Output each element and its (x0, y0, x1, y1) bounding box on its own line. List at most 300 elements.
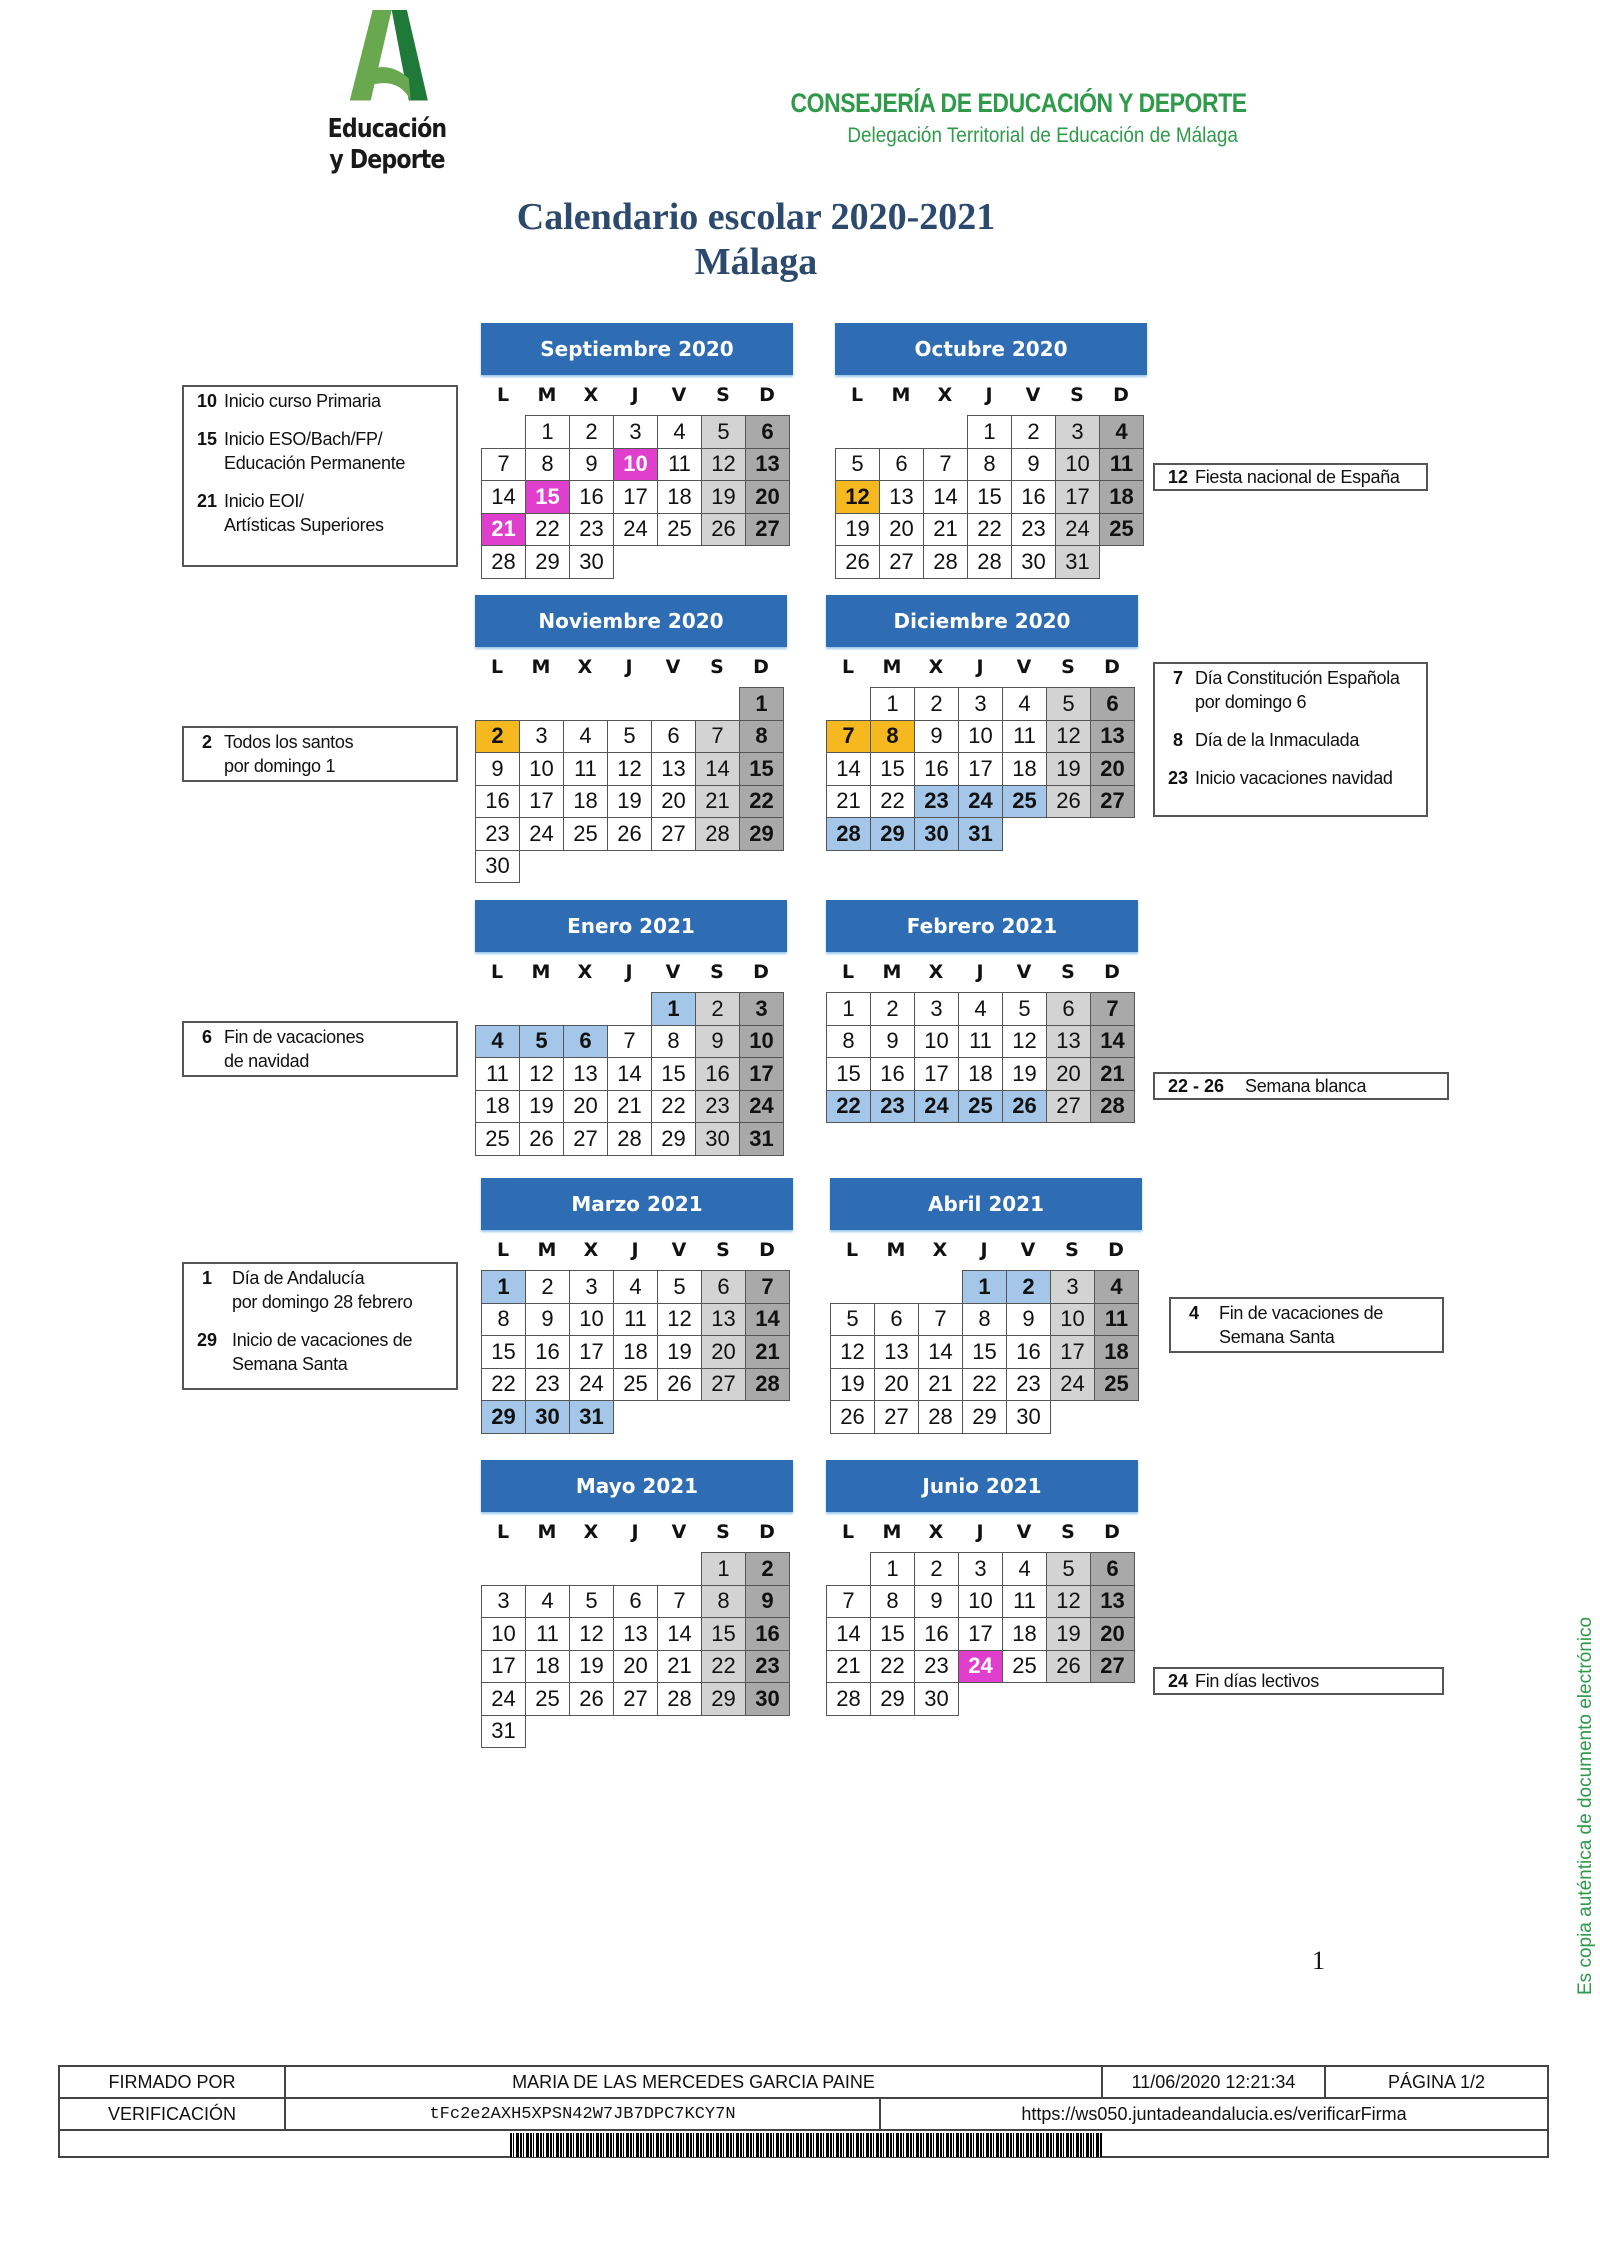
day-cell: 3 (519, 720, 564, 754)
day-cell: 21 (826, 785, 871, 819)
note-entry (1161, 728, 1420, 752)
day-cell: 10 (1055, 448, 1100, 482)
day-cell: 10 (1050, 1303, 1095, 1337)
note-day: 12 (1167, 467, 1189, 487)
day-cell: 20 (613, 1650, 658, 1684)
day-cell: 12 (1046, 720, 1091, 754)
day-cell: 14 (918, 1335, 963, 1369)
day-cell: 17 (958, 1617, 1003, 1651)
day-grid (826, 992, 1138, 1122)
weekday-label: M (531, 656, 551, 678)
day-cell: 17 (739, 1057, 784, 1091)
day-cell: 24 (739, 1090, 784, 1124)
empty-cell (923, 415, 968, 449)
day-cell: 30 (914, 817, 959, 851)
day-cell: 24 (1050, 1368, 1095, 1402)
day-cell: 26 (657, 1368, 702, 1402)
day-cell: 10 (519, 752, 564, 786)
day-cell: 16 (475, 785, 520, 819)
weekday-label: S (1061, 656, 1075, 678)
day-cell: 30 (745, 1682, 790, 1716)
day-cell: 8 (967, 448, 1012, 482)
day-cell: 25 (1099, 513, 1144, 547)
day-cell: 18 (1002, 1617, 1047, 1651)
day-cell: 22 (870, 1650, 915, 1684)
note-text: Todos los santos por domingo 1 (224, 732, 354, 776)
day-cell: 22 (826, 1090, 871, 1124)
day-cell: 27 (563, 1122, 608, 1156)
day-cell: 8 (826, 1025, 871, 1059)
day-cell: 16 (1011, 480, 1056, 514)
day-cell: 16 (745, 1617, 790, 1651)
note-text: Fin días lectivos (1195, 1671, 1319, 1691)
day-cell: 16 (1006, 1335, 1051, 1369)
weekday-label: X (928, 1521, 944, 1543)
day-cell: 20 (874, 1368, 919, 1402)
empty-cell (657, 1552, 702, 1586)
note-day: 23 (1167, 768, 1189, 788)
day-cell: 14 (923, 480, 968, 514)
day-cell: 28 (1090, 1090, 1135, 1124)
weekday-row (481, 1512, 793, 1552)
day-cell: 6 (1090, 687, 1135, 721)
day-cell: 7 (657, 1585, 702, 1619)
weekday-label: L (845, 1239, 859, 1261)
day-cell: 24 (914, 1090, 959, 1124)
day-cell: 31 (958, 817, 1003, 851)
day-cell: 13 (563, 1057, 608, 1091)
note-entry (190, 1025, 450, 1073)
day-grid (481, 1552, 793, 1747)
month-9 (826, 1460, 1138, 1715)
month-6 (481, 1178, 793, 1433)
weekday-label: X (583, 1521, 599, 1543)
empty-cell (481, 1552, 526, 1586)
day-cell: 17 (613, 480, 658, 514)
month-header: Abril 2021 (830, 1178, 1142, 1230)
note-enero (182, 1021, 458, 1077)
day-cell: 27 (701, 1368, 746, 1402)
day-cell: 11 (1099, 448, 1144, 482)
day-cell: 29 (870, 817, 915, 851)
day-cell: 25 (1002, 785, 1047, 819)
day-cell: 2 (569, 415, 614, 449)
note-day: 2 (201, 732, 212, 752)
day-cell: 29 (701, 1682, 746, 1716)
day-cell: 11 (958, 1025, 1003, 1059)
day-cell: 14 (607, 1057, 652, 1091)
day-cell: 8 (739, 720, 784, 754)
day-cell: 15 (481, 1335, 526, 1369)
weekday-label: V (1016, 656, 1032, 678)
day-cell: 26 (835, 545, 880, 579)
day-cell: 7 (481, 448, 526, 482)
month-header: Diciembre 2020 (826, 595, 1138, 647)
day-cell: 2 (914, 1552, 959, 1586)
month-header: Junio 2021 (826, 1460, 1138, 1512)
day-cell: 5 (835, 448, 880, 482)
weekday-label: D (1104, 961, 1120, 983)
day-cell: 9 (914, 1585, 959, 1619)
page-indicator: PÁGINA 1/2 (1387, 2071, 1486, 2092)
empty-cell (607, 992, 652, 1026)
note-text: Fin de vacaciones de navidad (224, 1027, 364, 1071)
day-cell: 24 (481, 1682, 526, 1716)
day-cell: 29 (525, 545, 570, 579)
day-cell: 31 (1055, 545, 1100, 579)
weekday-label: V (671, 1521, 687, 1543)
day-cell: 5 (1002, 992, 1047, 1026)
day-cell: 18 (525, 1650, 570, 1684)
weekday-label: M (531, 961, 551, 983)
day-cell: 4 (958, 992, 1003, 1026)
weekday-row (826, 647, 1138, 687)
verification-label: VERIFICACIÓN (60, 2099, 286, 2129)
weekday-label: X (583, 384, 599, 406)
day-cell: 23 (525, 1368, 570, 1402)
day-cell: 13 (879, 480, 924, 514)
day-cell: 26 (1002, 1090, 1047, 1124)
weekday-label: X (583, 1239, 599, 1261)
day-cell: 25 (563, 817, 608, 851)
day-cell: 23 (695, 1090, 740, 1124)
note-text: Fin de vacaciones de Semana Santa (1219, 1303, 1384, 1347)
signature-datetime: 11/06/2020 12:21:34 (1103, 2067, 1326, 2097)
month-header: Octubre 2020 (835, 323, 1147, 375)
day-cell: 3 (739, 992, 784, 1026)
note-septiembre (182, 385, 458, 567)
signed-by-label: FIRMADO POR (60, 2067, 286, 2097)
day-cell: 1 (701, 1552, 746, 1586)
title-text: Calendario escolar 2020-2021 (516, 196, 996, 238)
weekday-label: J (976, 1521, 984, 1543)
day-cell: 4 (525, 1585, 570, 1619)
day-cell: 14 (826, 1617, 871, 1651)
day-cell: 28 (607, 1122, 652, 1156)
weekday-label: V (671, 384, 687, 406)
day-cell: 9 (475, 752, 520, 786)
day-cell: 20 (701, 1335, 746, 1369)
page-title (436, 195, 1076, 285)
weekday-label: D (753, 656, 769, 678)
day-cell: 3 (914, 992, 959, 1026)
day-cell: 1 (870, 1552, 915, 1586)
day-cell: 15 (651, 1057, 696, 1091)
day-cell: 21 (918, 1368, 963, 1402)
note-entry (1161, 1074, 1441, 1098)
day-cell: 6 (651, 720, 696, 754)
weekday-label: S (716, 1239, 730, 1261)
note-day: 29 (196, 1330, 218, 1350)
day-cell: 6 (1046, 992, 1091, 1026)
weekday-label: L (841, 961, 855, 983)
day-grid (826, 687, 1138, 850)
day-cell: 7 (826, 1585, 871, 1619)
day-cell: 11 (525, 1617, 570, 1651)
note-day: 15 (196, 429, 218, 449)
day-cell: 8 (651, 1025, 696, 1059)
day-cell: 2 (745, 1552, 790, 1586)
junta-andalucia-logo-icon (330, 10, 440, 110)
day-cell: 12 (1002, 1025, 1047, 1059)
empty-cell (874, 1270, 919, 1304)
day-cell: 6 (874, 1303, 919, 1337)
day-cell: 3 (1050, 1270, 1095, 1304)
weekday-label: M (882, 656, 902, 678)
empty-cell (826, 687, 871, 721)
note-entry (1177, 1301, 1436, 1349)
weekday-label: M (537, 1239, 557, 1261)
empty-cell (651, 687, 696, 721)
day-cell: 11 (1002, 720, 1047, 754)
day-cell: 4 (1002, 687, 1047, 721)
note-day: 10 (196, 391, 218, 411)
day-cell: 2 (870, 992, 915, 1026)
day-cell: 10 (569, 1303, 614, 1337)
month-3 (826, 595, 1138, 850)
weekday-label: M (891, 384, 911, 406)
weekday-label: V (1016, 1521, 1032, 1543)
day-cell: 9 (525, 1303, 570, 1337)
day-cell: 1 (967, 415, 1012, 449)
weekday-label: J (631, 384, 639, 406)
empty-cell (879, 415, 924, 449)
weekday-label: J (631, 1521, 639, 1543)
verification-url[interactable]: https://ws050.juntadeandalucia.es/verificarFirma (1021, 2103, 1407, 2124)
month-header: Mayo 2021 (481, 1460, 793, 1512)
day-cell: 20 (745, 480, 790, 514)
weekday-label: L (496, 1239, 510, 1261)
day-cell: 23 (569, 513, 614, 547)
day-cell: 9 (1011, 448, 1056, 482)
weekday-label: L (841, 656, 855, 678)
weekday-label: V (1020, 1239, 1036, 1261)
day-cell: 13 (745, 448, 790, 482)
day-cell: 26 (1046, 785, 1091, 819)
day-cell: 4 (1099, 415, 1144, 449)
day-cell: 13 (701, 1303, 746, 1337)
day-cell: 8 (870, 1585, 915, 1619)
day-cell: 16 (914, 1617, 959, 1651)
weekday-label: M (882, 961, 902, 983)
weekday-label: X (577, 961, 593, 983)
day-cell: 10 (481, 1617, 526, 1651)
weekday-label: X (937, 384, 953, 406)
weekday-label: L (490, 656, 504, 678)
weekday-label: X (932, 1239, 948, 1261)
empty-cell (695, 687, 740, 721)
day-cell: 27 (651, 817, 696, 851)
weekday-label: V (665, 961, 681, 983)
day-cell: 25 (1094, 1368, 1139, 1402)
day-cell: 27 (745, 513, 790, 547)
note-entry (1161, 666, 1420, 714)
day-cell: 27 (613, 1682, 658, 1716)
day-cell: 14 (481, 480, 526, 514)
day-cell: 16 (569, 480, 614, 514)
day-cell: 7 (745, 1270, 790, 1304)
day-cell: 15 (967, 480, 1012, 514)
day-cell: 19 (569, 1650, 614, 1684)
day-cell: 27 (1090, 1650, 1135, 1684)
weekday-row (835, 375, 1147, 415)
month-2 (475, 595, 787, 882)
empty-cell (519, 687, 564, 721)
day-cell: 10 (613, 448, 658, 482)
note-noviembre (182, 726, 458, 782)
day-cell: 24 (1055, 513, 1100, 547)
empty-cell (519, 992, 564, 1026)
day-cell: 28 (826, 1682, 871, 1716)
day-cell: 27 (1046, 1090, 1091, 1124)
month-header: Enero 2021 (475, 900, 787, 952)
day-cell: 26 (830, 1400, 875, 1434)
day-cell: 9 (870, 1025, 915, 1059)
barcode (510, 2133, 1102, 2157)
empty-cell (525, 1552, 570, 1586)
day-cell: 5 (1046, 687, 1091, 721)
day-cell: 19 (607, 785, 652, 819)
month-5 (826, 900, 1138, 1122)
note-entry (1161, 1669, 1436, 1693)
day-cell: 18 (657, 480, 702, 514)
day-cell: 22 (481, 1368, 526, 1402)
note-day: 21 (196, 491, 218, 511)
day-cell: 30 (569, 545, 614, 579)
note-day: 22 - 26 (1167, 1076, 1225, 1096)
day-cell: 25 (958, 1090, 1003, 1124)
day-cell: 6 (613, 1585, 658, 1619)
month-header: Febrero 2021 (826, 900, 1138, 952)
note-entry (190, 489, 450, 537)
day-cell: 1 (739, 687, 784, 721)
day-cell: 6 (701, 1270, 746, 1304)
day-cell: 7 (695, 720, 740, 754)
day-cell: 14 (826, 752, 871, 786)
note-diciembre (1153, 662, 1428, 817)
note-text: Inicio EOI/ Artísticas Superiores (224, 491, 384, 535)
day-cell: 18 (1002, 752, 1047, 786)
weekday-label: V (665, 656, 681, 678)
day-cell: 18 (1094, 1335, 1139, 1369)
note-text: Inicio de vacaciones de Semana Santa (232, 1330, 413, 1374)
day-cell: 14 (695, 752, 740, 786)
note-junio (1153, 1667, 1444, 1695)
day-cell: 22 (651, 1090, 696, 1124)
day-cell: 20 (1090, 1617, 1135, 1651)
day-cell: 30 (1011, 545, 1056, 579)
day-cell: 27 (874, 1400, 919, 1434)
day-cell: 5 (830, 1303, 875, 1337)
day-cell: 11 (657, 448, 702, 482)
day-grid (481, 1270, 793, 1433)
day-cell: 10 (914, 1025, 959, 1059)
day-cell: 31 (569, 1400, 614, 1434)
day-cell: 21 (695, 785, 740, 819)
day-cell: 23 (745, 1650, 790, 1684)
empty-cell (826, 1552, 871, 1586)
day-cell: 14 (657, 1617, 702, 1651)
month-7 (830, 1178, 1142, 1433)
weekday-row (475, 647, 787, 687)
day-cell: 23 (475, 817, 520, 851)
note-text: Inicio vacaciones navidad (1195, 768, 1393, 788)
day-cell: 11 (1094, 1303, 1139, 1337)
month-1 (835, 323, 1147, 578)
day-cell: 26 (701, 513, 746, 547)
day-cell: 30 (914, 1682, 959, 1716)
day-cell: 29 (739, 817, 784, 851)
day-cell: 24 (958, 785, 1003, 819)
day-cell: 22 (962, 1368, 1007, 1402)
weekday-label: S (710, 656, 724, 678)
day-cell: 17 (958, 752, 1003, 786)
day-cell: 4 (657, 415, 702, 449)
day-cell: 11 (613, 1303, 658, 1337)
day-cell: 2 (475, 720, 520, 754)
page-number: 1 (1312, 1946, 1325, 1975)
weekday-row (475, 952, 787, 992)
day-cell: 12 (607, 752, 652, 786)
day-cell: 23 (870, 1090, 915, 1124)
day-cell: 29 (870, 1682, 915, 1716)
day-cell: 19 (701, 480, 746, 514)
day-cell: 3 (481, 1585, 526, 1619)
weekday-label: D (759, 1521, 775, 1543)
day-cell: 30 (695, 1122, 740, 1156)
authenticity-side-text: Es copia auténtica de documento electrónico (1575, 1616, 1596, 1995)
day-cell: 25 (657, 513, 702, 547)
day-cell: 26 (1046, 1650, 1091, 1684)
note-entry (1161, 766, 1420, 790)
day-cell: 28 (481, 545, 526, 579)
weekday-row (830, 1230, 1142, 1270)
note-text: Día de Andalucía por domingo 28 febrero (232, 1268, 413, 1312)
note-entry (1161, 465, 1420, 489)
day-cell: 15 (870, 1617, 915, 1651)
day-cell: 13 (1090, 720, 1135, 754)
day-cell: 5 (607, 720, 652, 754)
day-cell: 4 (613, 1270, 658, 1304)
day-cell: 24 (569, 1368, 614, 1402)
day-cell: 17 (519, 785, 564, 819)
day-cell: 17 (914, 1057, 959, 1091)
weekday-label: J (631, 1239, 639, 1261)
weekday-label: V (1025, 384, 1041, 406)
day-cell: 7 (607, 1025, 652, 1059)
day-cell: 12 (569, 1617, 614, 1651)
day-cell: 6 (879, 448, 924, 482)
day-cell: 18 (613, 1335, 658, 1369)
day-cell: 31 (481, 1715, 526, 1749)
day-cell: 25 (475, 1122, 520, 1156)
day-cell: 15 (701, 1617, 746, 1651)
month-header: Marzo 2021 (481, 1178, 793, 1230)
day-cell: 2 (1006, 1270, 1051, 1304)
note-febrero (1153, 1072, 1449, 1100)
note-text: Inicio ESO/Bach/FP/ Educación Permanente (224, 429, 406, 473)
weekday-label: L (496, 384, 510, 406)
day-cell: 21 (745, 1335, 790, 1369)
day-cell: 25 (525, 1682, 570, 1716)
note-marzo (182, 1262, 458, 1390)
day-cell: 2 (525, 1270, 570, 1304)
day-cell: 3 (958, 1552, 1003, 1586)
day-cell: 18 (958, 1057, 1003, 1091)
month-header: Septiembre 2020 (481, 323, 793, 375)
note-day: 6 (201, 1027, 212, 1047)
day-cell: 25 (613, 1368, 658, 1402)
